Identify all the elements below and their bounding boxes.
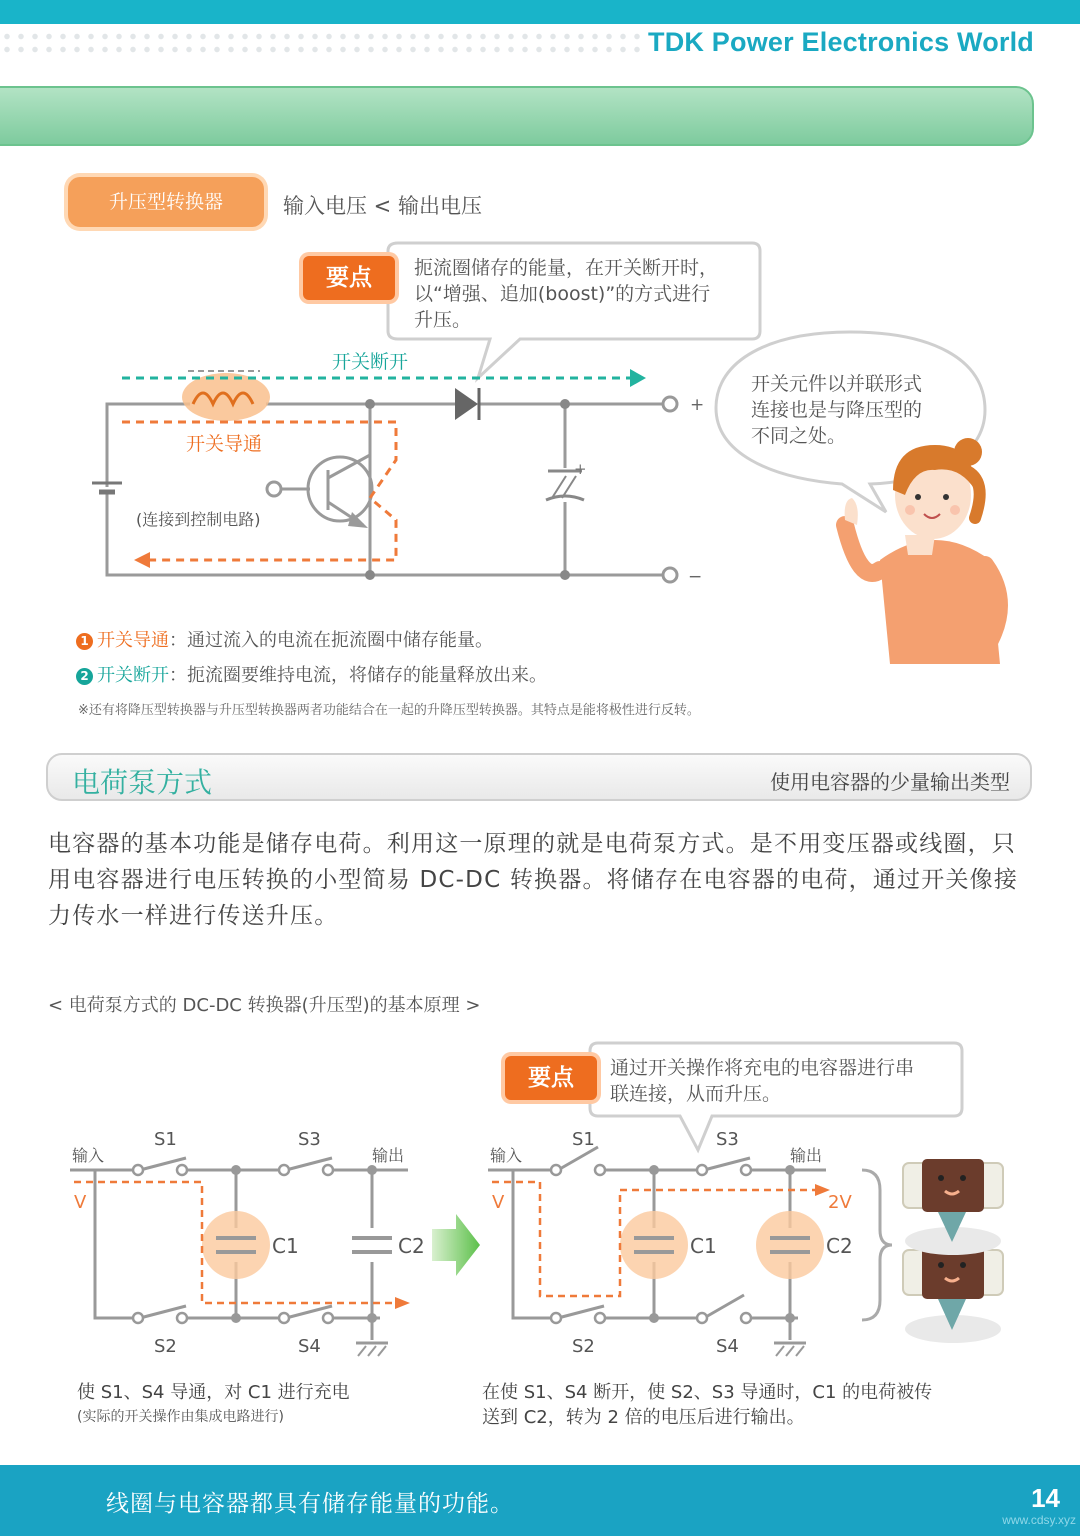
- left-s2-label: S2: [154, 1336, 177, 1357]
- caption-line: 送到 C2，转为 2 倍的电压后进行输出。: [482, 1407, 805, 1428]
- watermark: www.cdsy.xyz: [1002, 1513, 1076, 1527]
- right-diagram-caption: [482, 1380, 932, 1430]
- right-output-label: 输出: [790, 1146, 823, 1165]
- body-paragraph: 电容器的基本功能是储存电荷。利用这一原理的就是电荷泵方式。是不用变压器或线圈，只用电容器进行电压转换的小型简易 DC-DC 转换器。将储存在电容器的电荷，通过开关像接力传水一样进行传送升压。: [48, 831, 1019, 929]
- right-v-label: V: [492, 1192, 505, 1213]
- pump-keypoint-badge: 要点: [505, 1056, 597, 1100]
- switch-on-label: 开关导通: [186, 433, 263, 455]
- left-diagram-caption: [77, 1380, 350, 1430]
- pump-keypoint-text: [610, 1055, 955, 1107]
- dot-pattern: [0, 30, 640, 56]
- left-s4-label: S4: [298, 1336, 321, 1357]
- caption-main: 使 S1、S4 导通，对 C1 进行充电: [77, 1382, 350, 1403]
- speech-line: 开关元件以并联形式: [751, 373, 923, 395]
- left-s1-label: S1: [154, 1129, 177, 1150]
- right-s1-label: S1: [572, 1129, 595, 1150]
- left-v-label: V: [74, 1192, 87, 1213]
- right-c1-label: C1: [690, 1234, 717, 1258]
- left-output-label: 输出: [372, 1146, 405, 1165]
- footer-text: 线圈与电容器都具有储存能量的功能。: [106, 1491, 514, 1517]
- capacitor-plus: +: [574, 460, 587, 478]
- left-s3-label: S3: [298, 1129, 321, 1150]
- plus-terminal-label: +: [690, 395, 705, 415]
- section-title: 电荷泵方式: [72, 766, 213, 799]
- speech-line: 不同之处。: [751, 425, 847, 447]
- number-badge: 2: [76, 668, 93, 685]
- boost-description: 输入电压 < 输出电压: [283, 194, 482, 218]
- switch-off-label: 开关断开: [332, 351, 409, 373]
- note-text: ：通过流入的电流在扼流圈中储存能量。: [169, 630, 493, 651]
- page-number: 14: [1031, 1483, 1060, 1513]
- section-header: [46, 753, 1032, 801]
- keypoint-line: 联连接，从而升压。: [610, 1083, 782, 1105]
- top-bar: [0, 0, 1080, 24]
- right-2v-label: 2V: [828, 1192, 852, 1213]
- footer-bar: [0, 1465, 1080, 1536]
- note-label: 开关断开: [97, 665, 169, 686]
- transition-arrow: [432, 1214, 480, 1276]
- footnote: ※还有将降压型转换器与升压型转换器两者功能结合在一起的升降压型转换器。其特点是能将极性进行反转。: [78, 703, 700, 718]
- control-circuit-label: (连接到控制电路): [136, 510, 261, 529]
- right-c2-label: C2: [826, 1234, 853, 1258]
- boost-converter-tag: 升压型转换器: [68, 177, 264, 227]
- note-text: ：扼流圈要维持电流，将储存的能量释放出来。: [169, 665, 547, 686]
- keypoint-line: 通过开关操作将充电的电容器进行串: [610, 1057, 915, 1079]
- speech-line: 连接也是与降压型的: [751, 399, 923, 421]
- right-s4-label: S4: [716, 1336, 739, 1357]
- figure-caption: < 电荷泵方式的 DC-DC 转换器(升压型)的基本原理 >: [48, 995, 481, 1016]
- keypoint-text: [414, 255, 754, 333]
- caption-line: 在使 S1、S4 断开，使 S2、S3 导通时，C1 的电荷被传: [482, 1382, 933, 1403]
- keypoint-line: 以“增强、追加(boost)”的方式进行: [414, 283, 711, 305]
- keypoint-badge: 要点: [303, 256, 395, 300]
- note-label: 开关导通: [97, 630, 169, 651]
- capacitor-characters: [903, 1159, 1003, 1343]
- number-badge: 1: [76, 633, 93, 650]
- note-switch-off: [76, 661, 547, 687]
- caption-note: (实际的开关操作由集成电路进行): [77, 1409, 284, 1425]
- keypoint-line: 扼流圈储存的能量，在开关断开时，: [414, 257, 719, 279]
- keypoint-line: 升压。: [414, 309, 472, 331]
- minus-terminal-label: −: [688, 567, 703, 587]
- left-c1-label: C1: [272, 1234, 299, 1258]
- green-banner: [0, 86, 1034, 146]
- left-input-label: 输入: [72, 1146, 105, 1165]
- brand-title: TDK Power Electronics World: [648, 27, 1034, 57]
- note-switch-on: [76, 626, 493, 652]
- right-input-label: 输入: [490, 1146, 523, 1165]
- left-c2-label: C2: [398, 1234, 425, 1258]
- right-s3-label: S3: [716, 1129, 739, 1150]
- section-subtitle: 使用电容器的少量输出类型: [770, 770, 1010, 794]
- right-s2-label: S2: [572, 1336, 595, 1357]
- character-speech-text: [751, 371, 922, 449]
